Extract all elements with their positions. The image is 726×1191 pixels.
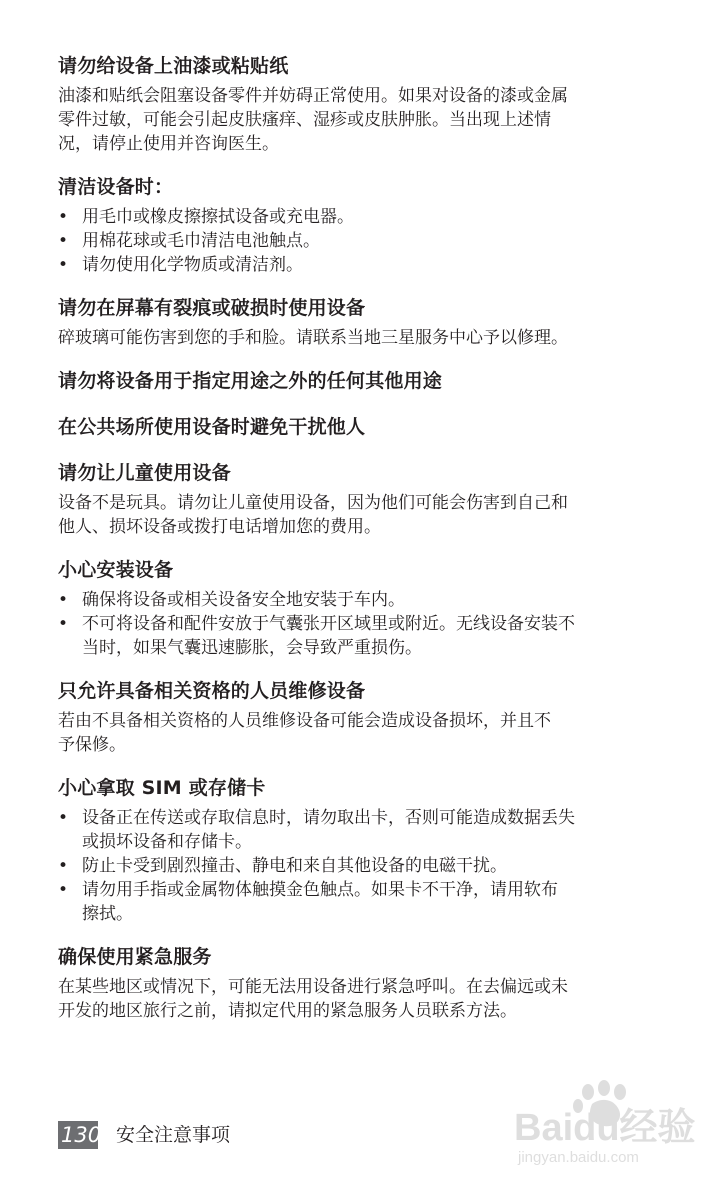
paragraph-line: 油漆和贴纸会阻塞设备零件并妨碍正常使用。如果对设备的漆或金属 <box>58 86 568 106</box>
list-item <box>58 205 664 229</box>
watermark-url: jingyan.baidu.com <box>518 1149 639 1166</box>
section-spacer <box>58 399 664 413</box>
list-item-line: 防止卡受到剧烈撞击、静电和来自其他设备的电磁干扰。 <box>82 856 507 876</box>
section-spacer <box>58 445 664 459</box>
section-spacer <box>58 156 664 173</box>
baidu-paw-icon <box>508 1078 708 1168</box>
page-number: 130 <box>58 1121 98 1149</box>
section-heading: 请勿在屏幕有裂痕或破损时使用设备 <box>58 297 366 319</box>
section-heading: 请勿给设备上油漆或粘贴纸 <box>58 55 289 77</box>
list-item-line: 确保将设备或相关设备安全地安装于车内。 <box>82 590 405 610</box>
section <box>58 774 664 926</box>
paragraph-line: 他人、损坏设备或拨打电话增加您的费用。 <box>58 517 381 537</box>
section-paragraph <box>58 326 664 350</box>
section-spacer <box>58 757 664 774</box>
section <box>58 556 664 660</box>
list-item-line: 用棉花球或毛巾清洁电池触点。 <box>82 231 320 251</box>
list-item-line: 当时，如果气囊迅速膨胀，会导致严重损伤。 <box>82 638 422 658</box>
list-item <box>58 588 664 612</box>
section-spacer <box>58 539 664 556</box>
watermark-brand: Baidu经验 <box>514 1107 696 1149</box>
list-item-line: 擦拭。 <box>82 904 133 924</box>
list-item <box>58 253 664 277</box>
list-item <box>58 612 664 660</box>
bullet-icon: • <box>58 856 69 876</box>
section-heading: 小心安装设备 <box>58 559 174 581</box>
section <box>58 413 664 441</box>
bullet-list <box>58 588 664 660</box>
section-spacer <box>58 350 664 367</box>
section <box>58 943 664 1023</box>
bullet-icon: • <box>58 808 69 828</box>
document-body <box>58 52 664 1023</box>
paragraph-line: 予保修。 <box>58 735 126 755</box>
paragraph-line: 设备不是玩具。请勿让儿童使用设备，因为他们可能会伤害到自己和 <box>58 493 568 513</box>
bullet-list <box>58 806 664 926</box>
paragraph-line: 碎玻璃可能伤害到您的手和脸。请联系当地三星服务中心予以修理。 <box>58 328 568 348</box>
list-item <box>58 229 664 253</box>
section <box>58 52 664 156</box>
list-item <box>58 878 664 926</box>
list-item <box>58 854 664 878</box>
section-spacer <box>58 926 664 943</box>
section-heading: 请勿将设备用于指定用途之外的任何其他用途 <box>58 370 443 392</box>
section-paragraph <box>58 491 664 539</box>
list-item-line: 用毛巾或橡皮擦擦拭设备或充电器。 <box>82 207 354 227</box>
list-item-line: 请勿用手指或金属物体触摸金色触点。如果卡不干净，请用软布 <box>82 880 558 900</box>
section <box>58 367 664 395</box>
paragraph-line: 况，请停止使用并咨询医生。 <box>58 134 279 154</box>
section-paragraph <box>58 709 664 757</box>
bullet-icon: • <box>58 255 69 275</box>
paragraph-line: 若由不具备相关资格的人员维修设备可能会造成设备损坏，并且不 <box>58 711 551 731</box>
section-heading: 小心拿取 SIM 或存储卡 <box>58 777 266 799</box>
bullet-icon: • <box>58 590 69 610</box>
baidu-watermark-logo <box>508 1078 708 1168</box>
section-paragraph <box>58 84 664 156</box>
section-heading: 确保使用紧急服务 <box>58 946 212 968</box>
page-footer <box>58 1120 230 1150</box>
bullet-icon: • <box>58 614 69 634</box>
section <box>58 677 664 757</box>
footer-section-title: 安全注意事项 <box>116 1124 231 1146</box>
list-item-line: 设备正在传送或存取信息时，请勿取出卡，否则可能造成数据丢失 <box>82 808 575 828</box>
section-heading: 在公共场所使用设备时避免干扰他人 <box>58 416 366 438</box>
section <box>58 294 664 350</box>
bullet-list <box>58 205 664 277</box>
section-spacer <box>58 277 664 294</box>
bullet-icon: • <box>58 231 69 251</box>
bullet-icon: • <box>58 880 69 900</box>
section-spacer <box>58 660 664 677</box>
section <box>58 459 664 539</box>
paragraph-line: 在某些地区或情况下，可能无法用设备进行紧急呼叫。在去偏远或未 <box>58 977 568 997</box>
bullet-icon: • <box>58 207 69 227</box>
section <box>58 173 664 277</box>
list-item-line: 请勿使用化学物质或清洁剂。 <box>82 255 303 275</box>
list-item-line: 不可将设备和配件安放于气囊张开区域里或附近。无线设备安装不 <box>82 614 575 634</box>
section-heading: 清洁设备时： <box>58 176 174 198</box>
section-paragraph <box>58 975 664 1023</box>
section-heading: 请勿让儿童使用设备 <box>58 462 231 484</box>
paragraph-line: 开发的地区旅行之前，请拟定代用的紧急服务人员联系方法。 <box>58 1001 517 1021</box>
section-heading: 只允许具备相关资格的人员维修设备 <box>58 680 366 702</box>
paragraph-line: 零件过敏，可能会引起皮肤瘙痒、湿疹或皮肤肿胀。当出现上述情 <box>58 110 551 130</box>
list-item <box>58 806 664 854</box>
list-item-line: 或损坏设备和存储卡。 <box>82 832 252 852</box>
